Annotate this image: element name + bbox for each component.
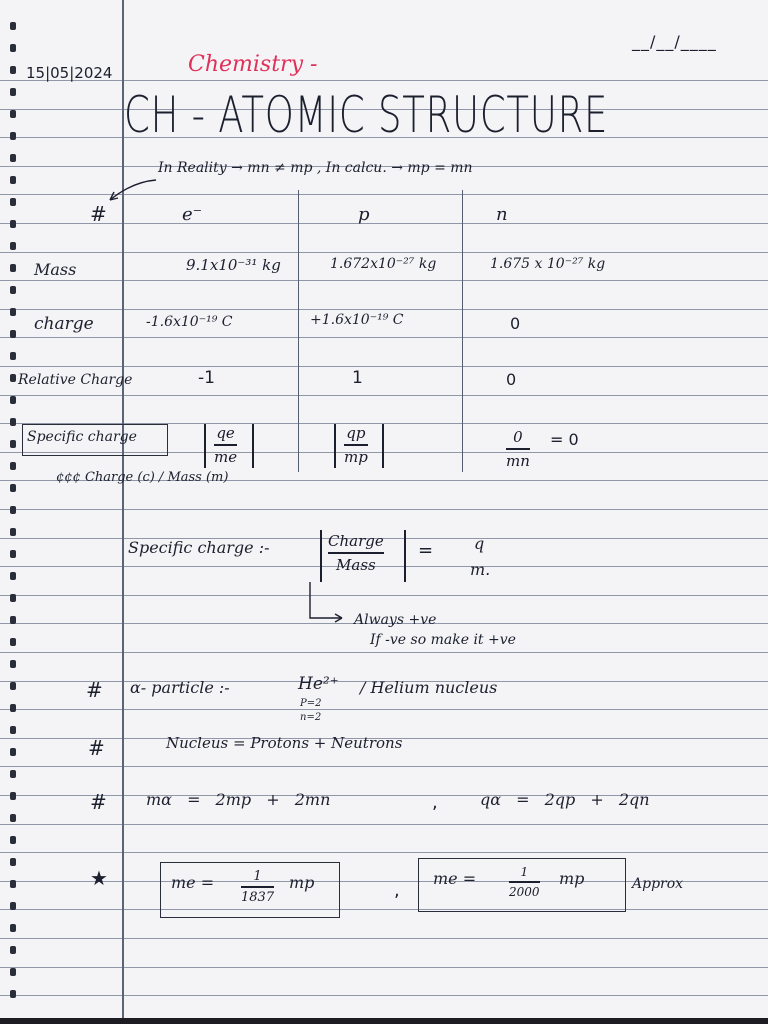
binding-hole	[10, 836, 16, 844]
table-hash: #	[90, 202, 107, 226]
fraction-qp-mp	[344, 424, 368, 466]
alpha-p: P=2	[300, 698, 322, 709]
cell-mass-e: 9.1x10⁻³¹ kg	[186, 256, 281, 274]
binding-hole	[10, 990, 16, 998]
ruled-line	[0, 309, 768, 310]
binding-hole	[10, 286, 16, 294]
nucleus-hash: #	[88, 736, 105, 760]
reality-note: In Reality → mn ≠ mp , In calcu. → mp = mn	[158, 160, 473, 176]
binding-hole	[10, 198, 16, 206]
table-divider-2	[462, 190, 463, 472]
ruled-line	[0, 652, 768, 653]
binding-hole	[10, 22, 16, 30]
frac-den: mn	[506, 451, 530, 470]
binding-hole	[10, 506, 16, 514]
ruled-line	[0, 595, 768, 596]
binding-hole	[10, 374, 16, 382]
binding-hole	[10, 352, 16, 360]
alpha-formula: He²⁺	[298, 674, 339, 694]
row-label-charge: charge	[34, 314, 94, 334]
binding-hole	[10, 572, 16, 580]
page-title: CH - ATOMIC STRUCTURE	[124, 86, 609, 144]
binding-hole	[10, 44, 16, 52]
binding-hole	[10, 770, 16, 778]
fraction-charge-mass	[328, 532, 384, 574]
ruled-line	[0, 938, 768, 939]
fraction-0-mn	[506, 428, 530, 470]
star-icon: ★	[90, 866, 108, 890]
ratio-me: me =	[433, 869, 477, 888]
abs-bar	[252, 424, 254, 468]
specific-charge-n-result: = 0	[550, 430, 579, 449]
ruled-line	[0, 795, 768, 796]
binding-hole	[10, 440, 16, 448]
margin-line	[122, 0, 124, 1024]
ruled-line	[0, 395, 768, 396]
binding-hole	[10, 660, 16, 668]
binding-hole	[10, 968, 16, 976]
binding-hole	[10, 594, 16, 602]
masses-comma: ,	[432, 792, 438, 813]
nucleus-text: Nucleus = Protons + Neutrons	[166, 734, 403, 752]
ruled-line	[0, 766, 768, 767]
page-edge	[0, 1018, 768, 1024]
binding-hole	[10, 638, 16, 646]
binding-hole	[10, 176, 16, 184]
m-symbol: m.	[470, 560, 491, 579]
note-make-positive: If -ve so make it +ve	[370, 632, 516, 648]
binding-hole	[10, 902, 16, 910]
binding-hole	[10, 528, 16, 536]
ratio-me: me =	[171, 873, 215, 892]
ratio-box-1837	[160, 862, 340, 918]
col-proton: p	[358, 204, 370, 225]
frac-num: qe	[216, 424, 235, 442]
binding-hole	[10, 946, 16, 954]
binding-hole	[10, 308, 16, 316]
ruled-line	[0, 538, 768, 539]
charge-mass-note: ¢¢¢ Charge (c) / Mass (m)	[56, 470, 229, 485]
ruled-line	[0, 80, 768, 81]
cell-rel-p: 1	[352, 368, 363, 388]
binding-hole	[10, 154, 16, 162]
binding-hole	[10, 242, 16, 250]
frac-num: 1	[520, 865, 529, 879]
ratio-box-2000	[418, 858, 626, 912]
m-alpha-equation: mα = 2mp + 2mn	[146, 790, 331, 809]
q-alpha-equation: qα = 2qp + 2qn	[480, 790, 650, 809]
row-label-specific-charge: Specific charge	[27, 429, 137, 445]
ratio-mp: mp	[559, 869, 585, 888]
binding-hole	[10, 792, 16, 800]
abs-bar	[382, 424, 384, 468]
ruled-line	[0, 509, 768, 510]
binding-hole	[10, 924, 16, 932]
cell-rel-e: -1	[198, 368, 215, 388]
binding-hole	[10, 66, 16, 74]
ruled-line	[0, 566, 768, 567]
row-label-relative-charge: Relative Charge	[18, 372, 133, 388]
binding-hole	[10, 396, 16, 404]
equals-sign: =	[418, 540, 434, 561]
frac-den: Mass	[336, 555, 376, 574]
ruled-line	[0, 709, 768, 710]
ruled-line	[0, 366, 768, 367]
alpha-hash: #	[86, 678, 103, 702]
ruled-line	[0, 223, 768, 224]
frac-den: 1837	[241, 889, 275, 905]
cell-mass-n: 1.675 x 10⁻²⁷ kg	[490, 256, 606, 272]
col-neutron: n	[496, 204, 508, 225]
ruled-line	[0, 909, 768, 910]
mass-hash: #	[90, 790, 107, 814]
alpha-label: α- particle :-	[130, 678, 230, 697]
binding-hole	[10, 462, 16, 470]
ratio-mp: mp	[289, 873, 315, 892]
specific-charge-label: Specific charge :-	[128, 538, 270, 557]
cell-rel-n: 0	[506, 370, 517, 389]
binding-hole	[10, 264, 16, 272]
arrow-icon	[302, 580, 346, 626]
binding-hole	[10, 858, 16, 866]
ratio-comma: ,	[394, 880, 400, 901]
alpha-description: / Helium nucleus	[360, 678, 498, 697]
abs-bar	[204, 424, 206, 468]
binding-hole	[10, 704, 16, 712]
ruled-line	[0, 280, 768, 281]
binding-hole	[10, 330, 16, 338]
table-divider-1	[298, 190, 299, 472]
binding-hole	[10, 550, 16, 558]
frac-den: 2000	[509, 884, 540, 899]
frac-den: mp	[344, 447, 368, 466]
fraction-1-1837	[241, 869, 274, 905]
binding-hole	[10, 726, 16, 734]
arrow-icon	[104, 176, 160, 204]
cell-charge-e: -1.6x10⁻¹⁹ C	[146, 314, 233, 330]
ruled-line	[0, 967, 768, 968]
row-label-mass: Mass	[34, 260, 77, 279]
fraction-1-2000	[509, 865, 540, 899]
binding-hole	[10, 132, 16, 140]
col-electron: e⁻	[182, 204, 203, 225]
frac-num: 1	[253, 869, 262, 884]
binding-hole	[10, 814, 16, 822]
binding-hole	[10, 616, 16, 624]
ruled-line	[0, 995, 768, 996]
fraction-qe-me	[214, 424, 237, 466]
specific-charge-box	[22, 424, 168, 456]
q-symbol: q	[474, 534, 485, 553]
frac-num: Charge	[328, 532, 384, 550]
alpha-n: n=2	[300, 712, 322, 723]
approx-label: Approx	[632, 876, 684, 892]
binding-hole	[10, 484, 16, 492]
cell-charge-p: +1.6x10⁻¹⁹ C	[310, 312, 404, 328]
frac-num: 0	[513, 428, 523, 446]
binding-hole	[10, 748, 16, 756]
abs-bar	[320, 530, 322, 582]
binding-hole	[10, 418, 16, 426]
binding-hole	[10, 220, 16, 228]
abs-bar	[404, 530, 406, 582]
cell-mass-p: 1.672x10⁻²⁷ kg	[330, 256, 437, 272]
date: 15|05|2024	[26, 64, 113, 82]
frac-num: qp	[346, 424, 366, 442]
note-always-positive: Always +ve	[354, 612, 437, 628]
ruled-line	[0, 252, 768, 253]
binding-hole	[10, 110, 16, 118]
frac-den: me	[214, 447, 238, 466]
ruled-line	[0, 824, 768, 825]
subject: Chemistry -	[188, 52, 318, 77]
binding-hole	[10, 682, 16, 690]
abs-bar	[334, 424, 336, 468]
ruled-line	[0, 337, 768, 338]
binding-hole	[10, 88, 16, 96]
ruled-line	[0, 852, 768, 853]
cell-charge-n: 0	[510, 314, 521, 333]
binding-hole	[10, 880, 16, 888]
corner-date: __/__/____	[632, 32, 717, 51]
